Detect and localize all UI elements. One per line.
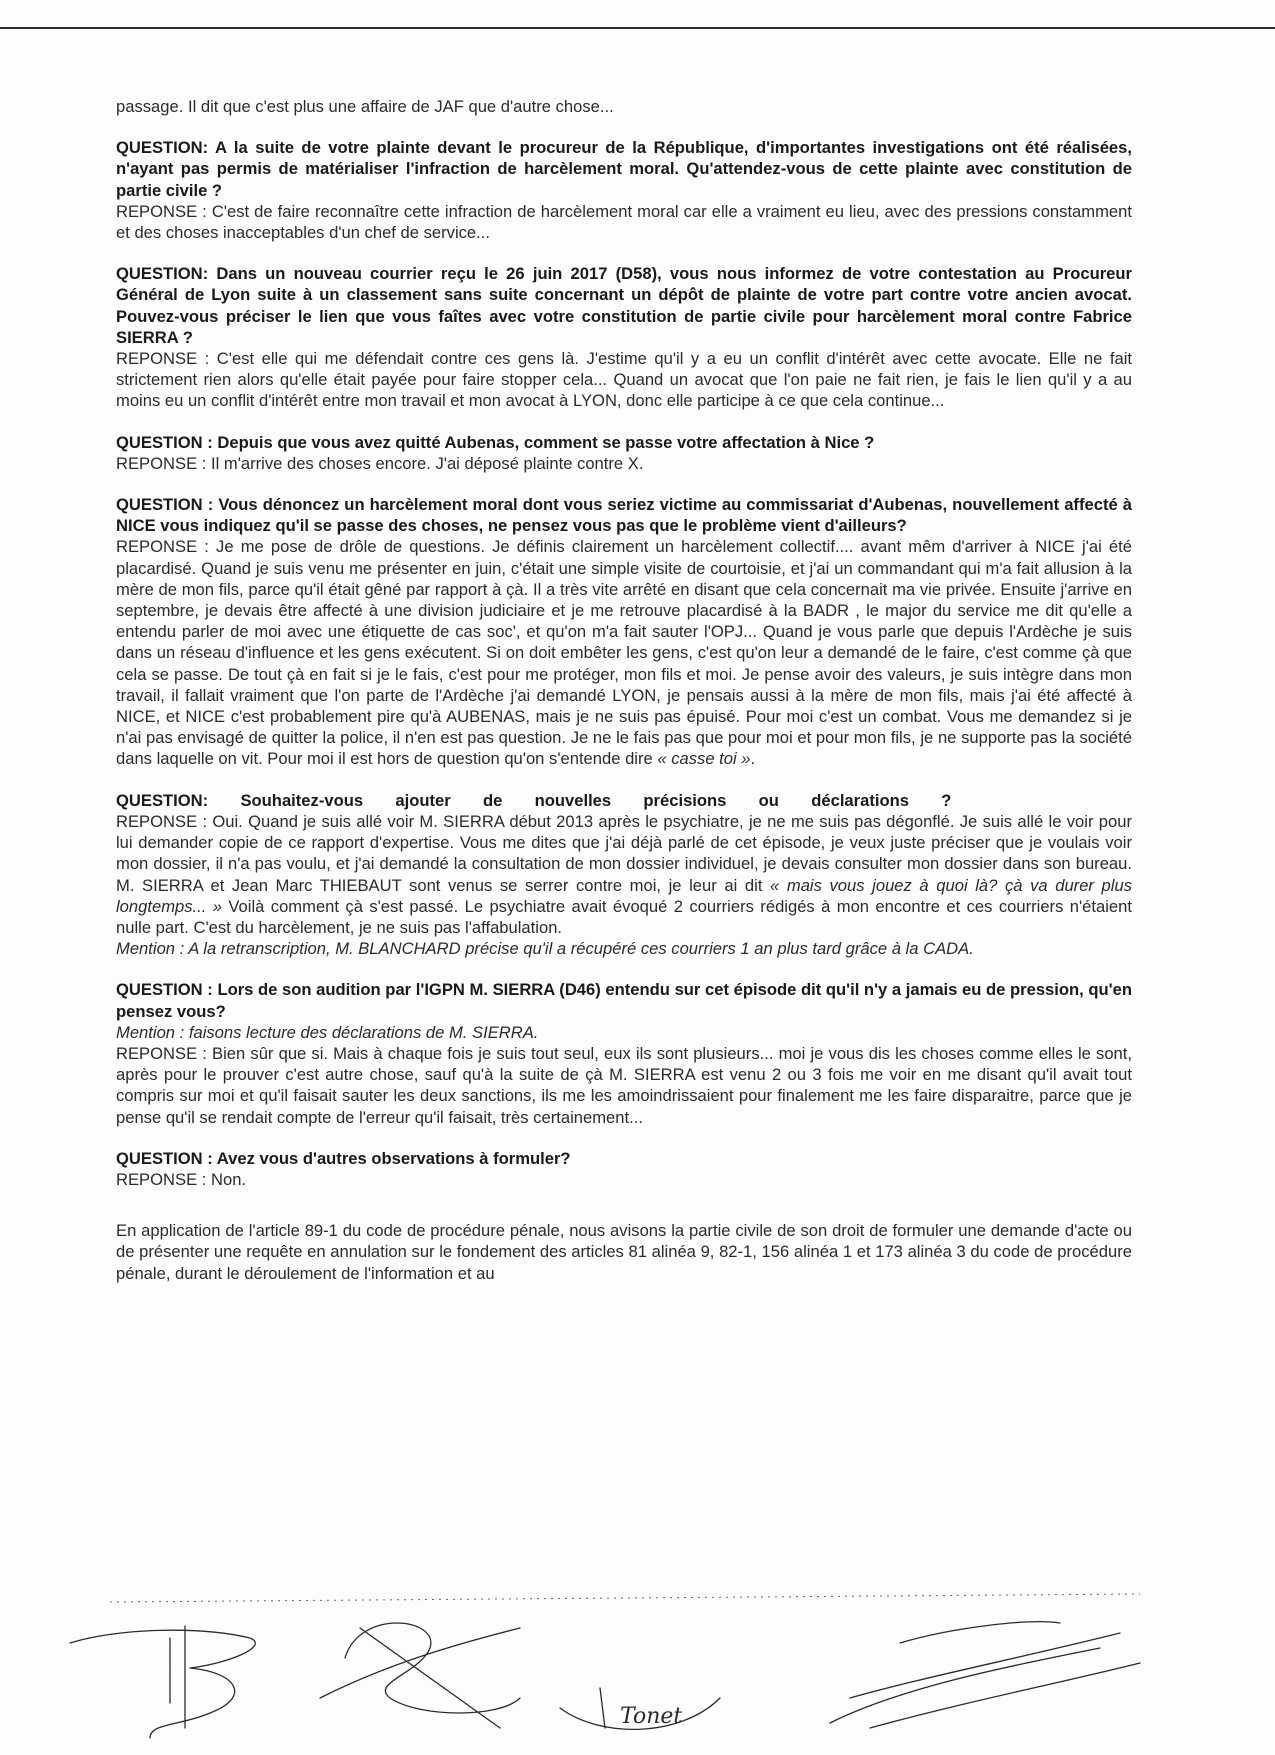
question-affectation-nice: QUESTION : Depuis que vous avez quitté Aubenas, comment se passe votre affectation à Nice ? (116, 432, 875, 452)
reponse-courrier: REPONSE : C'est elle qui me défendait contre ces gens là. J'estime qu'il y a eu un conflit d'intérêt avec cette avocate. Elle ne fait strictement rien alors qu'elle était payée pour faire stopper cela... Quand un avocat que l'on paie ne fait rien, je fais le lien qu'il y a au moins eu un conflit d'intérêt entre mon travail et mon avocat à LYON, donc elle participe à ce que cela continue... (116, 349, 1132, 411)
question-igpn: QUESTION : Lors de son audition par l'IGPN M. SIERRA (D46) entendu sur cet épisode dit qu'il n'y a jamais eu de pression, qu'en pensez vous? (116, 980, 1132, 1021)
signature-4 (830, 1622, 1140, 1728)
reponse-precisions-quote: « mais vous jouez à quoi là? çà va durer plus longtemps... » (116, 875, 1133, 916)
reponse-continuation: passage. Il dit que c'est plus une affaire de JAF que d'autre chose... (116, 97, 614, 116)
reponse-igpn: REPONSE : Bien sûr que si. Mais à chaque fois je suis tout seul, eux ils sont plusieurs... moi je vous dis les choses comme elles le sont, après pour le prouver c'est autre chose, sauf qu'à la suite de çà M. SIERRA est venu 2 ou 3 fois me voir en me disant qu'il avait tout compris sur moi et qu'il faisait sauter les deux sanctions, ils me les amoindrissaient pour finalement me les faire disparaitre, parce que je pense qu'il se rendait compte de l'erreur qu'il faisait, très certainement... (116, 1043, 1132, 1127)
top-rule (0, 27, 1275, 29)
reponse-affectation-nice: REPONSE : Il m'arrive des choses encore. J'ai déposé plainte contre X. (116, 453, 644, 473)
signatures-area (0, 1588, 1275, 1755)
reponse-harcelement-text: REPONSE : Je me pose de drôle de questions. Je définis clairement un harcèlement collectif.... avant mêm d'arriver à NICE j'ai été placardisé. Quand je suis venu me présenter en juin, c'était une simple visite de courtoisie, et j'ai un commandant qui m'a fait allusion à la mère de mon fils, parce qu'il était gêné par rapport à çà. Il a très vite arrêté en disant que cela concernait ma vie privée. Ensuite j'arrive en septembre, je devais être affecté à une division judiciaire et je me retrouve placardisé à la BADR , le major du service me dit qu'elle a entendu parler de moi avec une étiquette de cas soc', et qu'on m'a fait sauter l'OPJ... Quand je vous parle que depuis l'Ardèche je suis dans un réseau d'influence et les gens exécutent. Si on doit embêter les gens, c'est qu'on leur a demandé de le faire, c'est comme çà que cela se passe. De tout çà en fait si je le fais, c'est pour me protéger, mon fils et moi. Je pense avoir des valeurs, je suis intègre dans mon travail, il fallait vraiment que l'on parte de l'Ardèche j'ai demandé LYON, je pensais aussi à la mère de mon fils, mais j'ai été affecté à NICE, et NICE c'est probablement pire qu'à AUBENAS, mais je ne suis pas épuisé. Pour moi c'est un combat. Vous me demandez si je n'ai pas envisagé de quitter la police, il n'en est pas question. Je ne le fais pas que pour moi et pour mon fils, je ne supporte pas la société dans laquelle on vit. Pour moi il est hors de question qu'on s'entende dire (116, 537, 1132, 769)
signature-baseline (110, 1594, 1140, 1602)
question-courrier: QUESTION: Dans un nouveau courrier reçu le 26 juin 2017 (D58), vous nous informez de votre contestation au Procureur Général de Lyon suite à un classement sans suite concernant un dépôt de plainte de votre part contre votre ancien avocat. Pouvez-vous préciser le lien que vous faîtes avec votre constitution de partie civile pour harcèlement moral contre Fabrice SIERRA ? (116, 264, 1132, 347)
reponse-harcelement (116, 536, 1132, 769)
question-precisions: QUESTION: Souhaitez-vous ajouter de nouvelles précisions ou déclarations ? (116, 790, 952, 810)
signatures-svg (0, 1588, 1275, 1755)
question-plainte: QUESTION: A la suite de votre plainte devant le procureur de la République, d'importantes investigations ont été réalisées, n'ayant pas permis de matérialiser l'infraction de harcèlement moral. Qu'attendez-vous de cette plainte avec constitution de partie civile ? (116, 138, 1132, 200)
reponse-harcelement-quote: « casse toi » (657, 749, 751, 769)
reponse-precisions-text: REPONSE : Oui. Quand je suis allé voir M. SIERRA début 2013 après le psychiatre, je ne me suis pas dégonflé. Je suis allé le voir pour lui demander copie de ce rapport d'expertise. Vous me dites que j'ai déjà parlé de cet épisode, je veux juste préciser que je voulais voir mon dossier, il n'a pas voulu, et j'ai demandé la consultation de mon dossier individuel, je devais consulter mon dossier dans son bureau. M. SIERRA et Jean Marc THIEBAUT sont venus se serrer contre moi, je leur ai dit (116, 811, 1132, 895)
signature-1 (70, 1626, 255, 1738)
reponse-observations: REPONSE : Non. (116, 1169, 247, 1189)
mention-lecture: Mention : faisons lecture des déclarations de M. SIERRA. (116, 1022, 539, 1042)
reponse-harcelement-tail: . (750, 749, 756, 769)
reponse-precisions-tail: Voilà comment çà s'est passé. Le psychiatre avait évoqué 2 courriers rédigés à mon encontre et ces courriers n'étaient nulle part. C'est du harcèlement, je ne suis pas l'affabulation. (116, 896, 1132, 937)
signature-2 (320, 1623, 520, 1728)
mention-retranscription: Mention : A la retranscription, M. BLANCHARD précise qu'il a récupéré ces courriers 1 an plus tard grâce à la CADA. (116, 939, 974, 959)
signature-3-text: Tonet (620, 1704, 683, 1729)
question-observations: QUESTION : Avez vous d'autres observations à formuler? (116, 1148, 571, 1168)
question-harcelement: QUESTION : Vous dénoncez un harcèlement moral dont vous seriez victime au commissariat d'Aubenas, nouvellement affecté à NICE vous indiquez qu'il se passe des choses, ne pensez vous pas que le problème vient d'ailleurs? (116, 495, 1132, 536)
document-body (116, 96, 1132, 1284)
reponse-precisions (116, 811, 1132, 938)
reponse-plainte: REPONSE : C'est de faire reconnaître cette infraction de harcèlement moral car elle a vraiment eu lieu, avec des pressions constamment et des choses inacceptables d'un chef de service... (116, 201, 1132, 243)
article-89-1-notice: En application de l'article 89-1 du code de procédure pénale, nous avisons la partie civile de son droit de formuler une demande d'acte ou de présenter une requête en annulation sur le fondement des articles 81 alinéa 9, 82-1, 156 alinéa 1 et 173 alinéa 3 du code de procédure pénale, durant le déroulement de l'information et au (116, 1221, 1132, 1283)
